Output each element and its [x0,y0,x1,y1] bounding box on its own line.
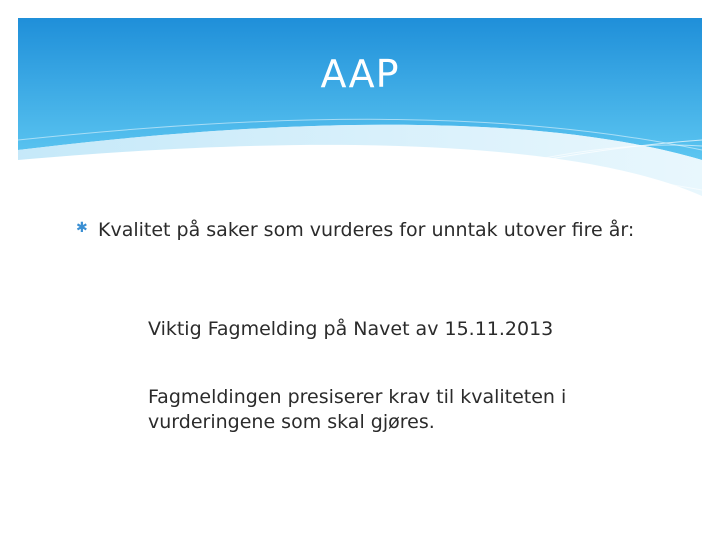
bullet-text: Kvalitet på saker som vurderes for unntak utover fire år: [98,219,635,241]
sub-item-fagmelding: Viktig Fagmelding på Navet av 15.11.2013 [148,318,554,340]
sub-item-presiserer: Fagmeldingen presiserer krav til kvaliteten i vurderingene som skal gjøres. [148,386,567,433]
header-banner [0,0,720,200]
star-bullet-icon: ✱ [76,220,88,236]
slide-title: AAP [320,52,400,96]
